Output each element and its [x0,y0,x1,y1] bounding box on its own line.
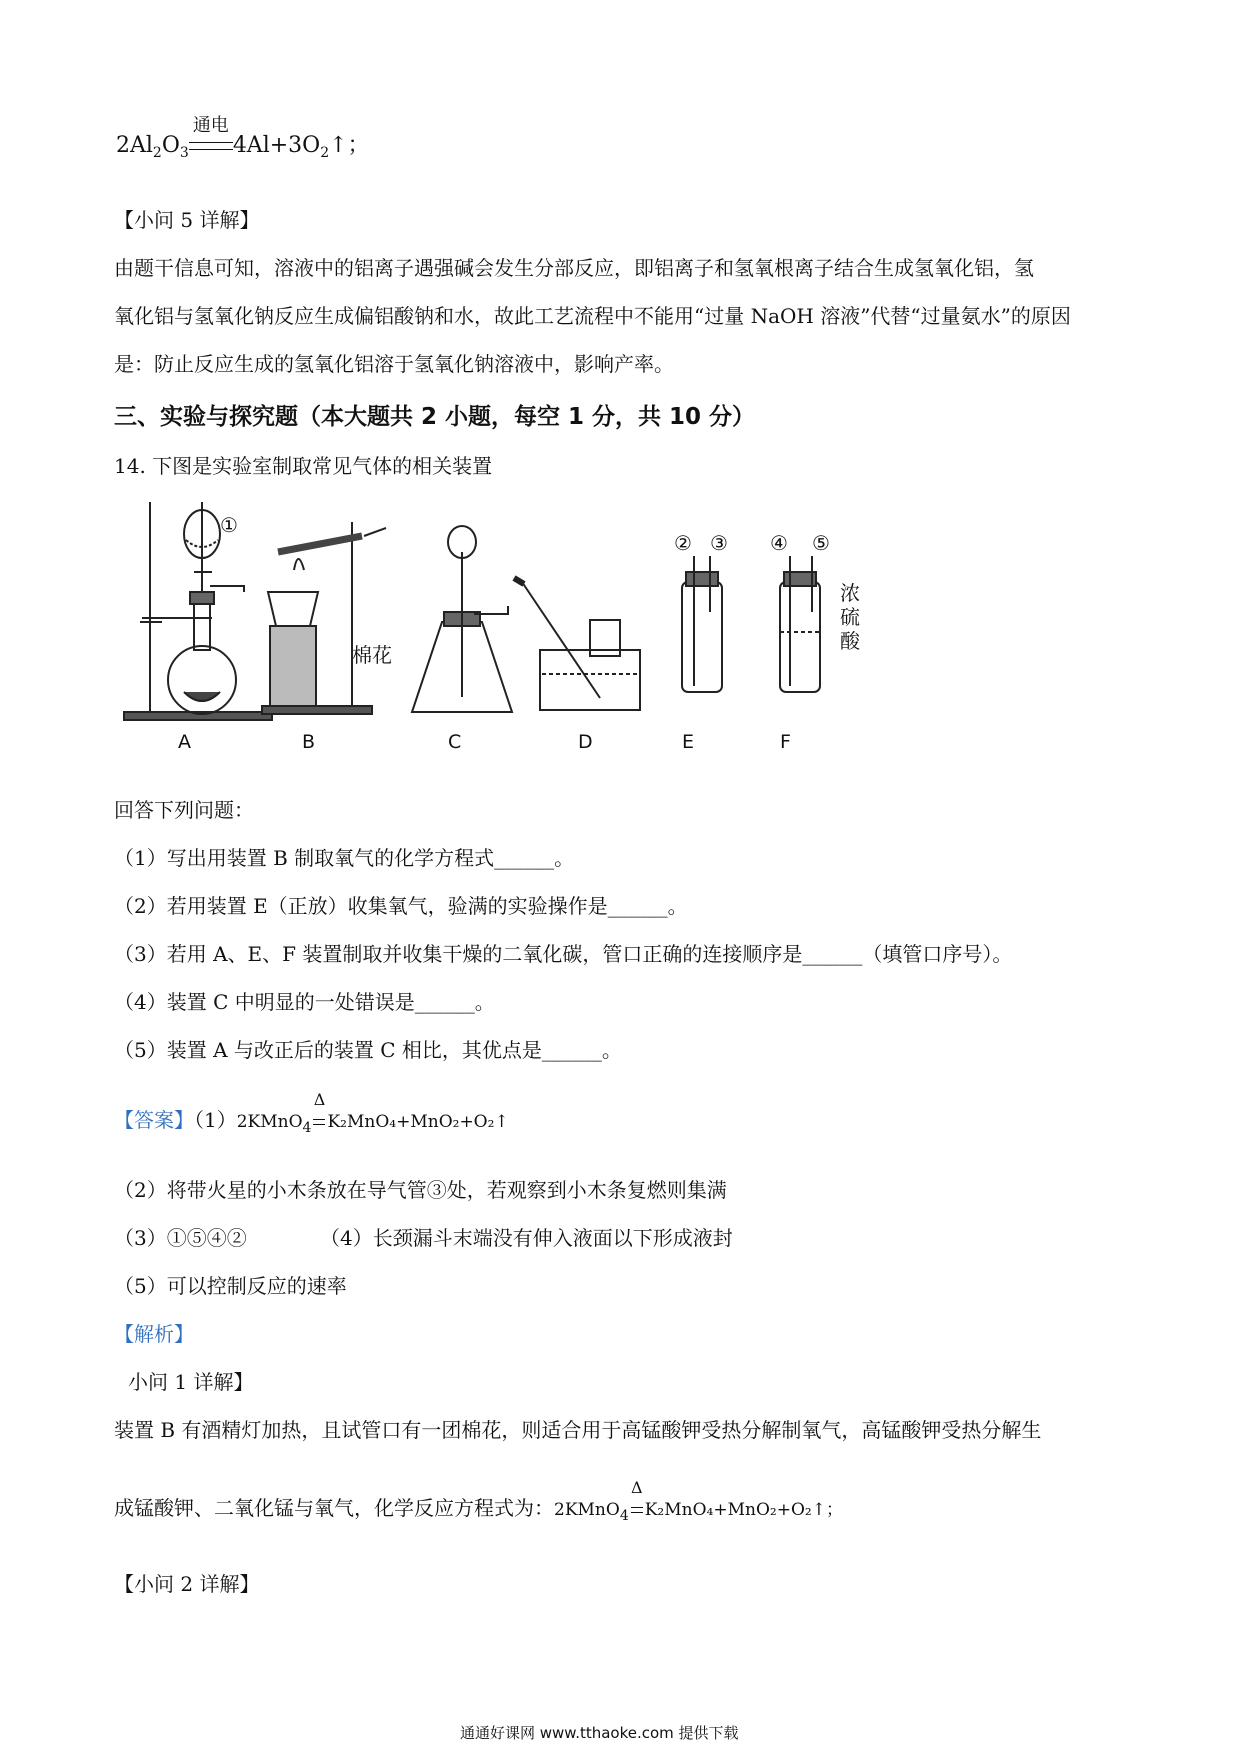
electrolysis-equation [116,115,370,161]
acid-label-2: 硫 [840,605,860,629]
q1-line2-text: 成锰酸钾、二氧化锰与氧气，化学反应方程式为： [114,1496,554,1520]
label-e: E [682,731,695,753]
answer-prompt: 回答下列问题： [114,798,254,822]
question-2: （2）若用装置 E（正放）收集氧气，验满的实验操作是______。 [114,894,688,918]
label-b: B [302,731,316,753]
mark-2: ② [674,531,692,555]
mark-5: ⑤ [812,531,830,555]
q1-line2 [114,1478,843,1524]
eq-sub: 2 [320,145,330,161]
question-3: （3）若用 A、E、F 装置制取并收集干燥的二氧化碳，管口正确的连接顺序是______（填管口序号）。 [114,942,1013,966]
label-d: D [578,731,593,753]
mark-1: ① [220,513,238,537]
eq-tail: ↑； [329,133,370,158]
answer-1-reactant: 2KMnO [236,1112,303,1132]
answer-1-condition [311,1090,327,1132]
delta-symbol: Δ [313,1090,326,1109]
eq-sub: 3 [179,145,189,161]
answer-3: （3）①⑤④② [114,1226,247,1250]
acid-label-1: 浓 [840,581,860,605]
label-c: C [448,731,462,753]
eq-sub: 2 [152,145,162,161]
q1-eq-sub: 4 [619,1508,629,1524]
mark-3: ③ [710,531,728,555]
footer-text: 通通好课网 www.tthaoke.com 提供下载 [460,1724,739,1742]
answer-1-sub: 4 [302,1120,312,1136]
answer-1-products: K₂MnO₄+MnO₂+O₂↑ [327,1112,509,1132]
question-4: （4）装置 C 中明显的一处错误是______。 [114,990,495,1014]
q1-line1: 装置 B 有酒精灯加热，且试管口有一团棉花，则适合用于高锰酸钾受热分解制氧气，高锰酸钾受热分解生 [114,1418,1042,1442]
label-a: A [178,731,191,753]
q5-line1: 由题干信息可知，溶液中的铝离子遇强碱会发生分部反应，即铝离子和氢氧根离子结合生成氢氧化铝，氢 [114,256,1034,280]
section-title: 三、实验与探究题（本大题共 2 小题，每空 1 分，共 10 分） [114,404,756,430]
question-14-stem: 14. 下图是实验室制取常见气体的相关装置 [114,454,493,478]
question-1: （1）写出用装置 B 制取氧气的化学方程式______。 [114,846,575,870]
q1-heading: 小问 1 详解】 [128,1370,254,1394]
q5-line2: 氧化铝与氢氧化钠反应生成偏铝酸钠和水，故此工艺流程中不能用“过量 NaOH 溶液”代替“过量氨水”的原因 [114,304,1071,328]
eq-condition-text: 通电 [192,115,229,136]
answer-1-num: （1） [194,1108,237,1132]
eq-products: 4Al+3O [232,133,321,158]
answer-5: （5）可以控制反应的速率 [114,1274,347,1298]
q1-eq-condition [629,1478,645,1520]
eq-reactant: 2Al [116,133,153,158]
acid-label-3: 酸 [840,629,860,653]
answer-label: 【答案】 [114,1108,194,1132]
analysis-label: 【解析】 [114,1322,194,1346]
delta-symbol: Δ [630,1478,643,1497]
eq-o: O [161,133,180,158]
answer-4: （4）长颈漏斗末端没有伸入液面以下形成液封 [320,1226,733,1250]
eq-condition [189,115,233,158]
cotton-label: 棉花 [352,643,392,667]
label-f: F [780,731,791,753]
q2-heading: 【小问 2 详解】 [114,1572,260,1596]
mark-4: ④ [770,531,788,555]
answer-2: （2）将带火星的小木条放在导气管③处，若观察到小木条复燃则集满 [114,1178,727,1202]
lab-apparatus-figure [112,492,982,762]
question-5: （5）装置 A 与改正后的装置 C 相比，其优点是______。 [114,1038,622,1062]
answer-1-line [114,1090,509,1136]
q5-heading: 【小问 5 详解】 [114,208,260,232]
q5-line3: 是：防止反应生成的氢氧化铝溶于氢氧化钠溶液中，影响产率。 [114,352,674,376]
q1-eq-reactant: 2KMnO [554,1500,620,1520]
q1-eq-products: K₂MnO₄+MnO₂+O₂↑； [644,1500,843,1520]
